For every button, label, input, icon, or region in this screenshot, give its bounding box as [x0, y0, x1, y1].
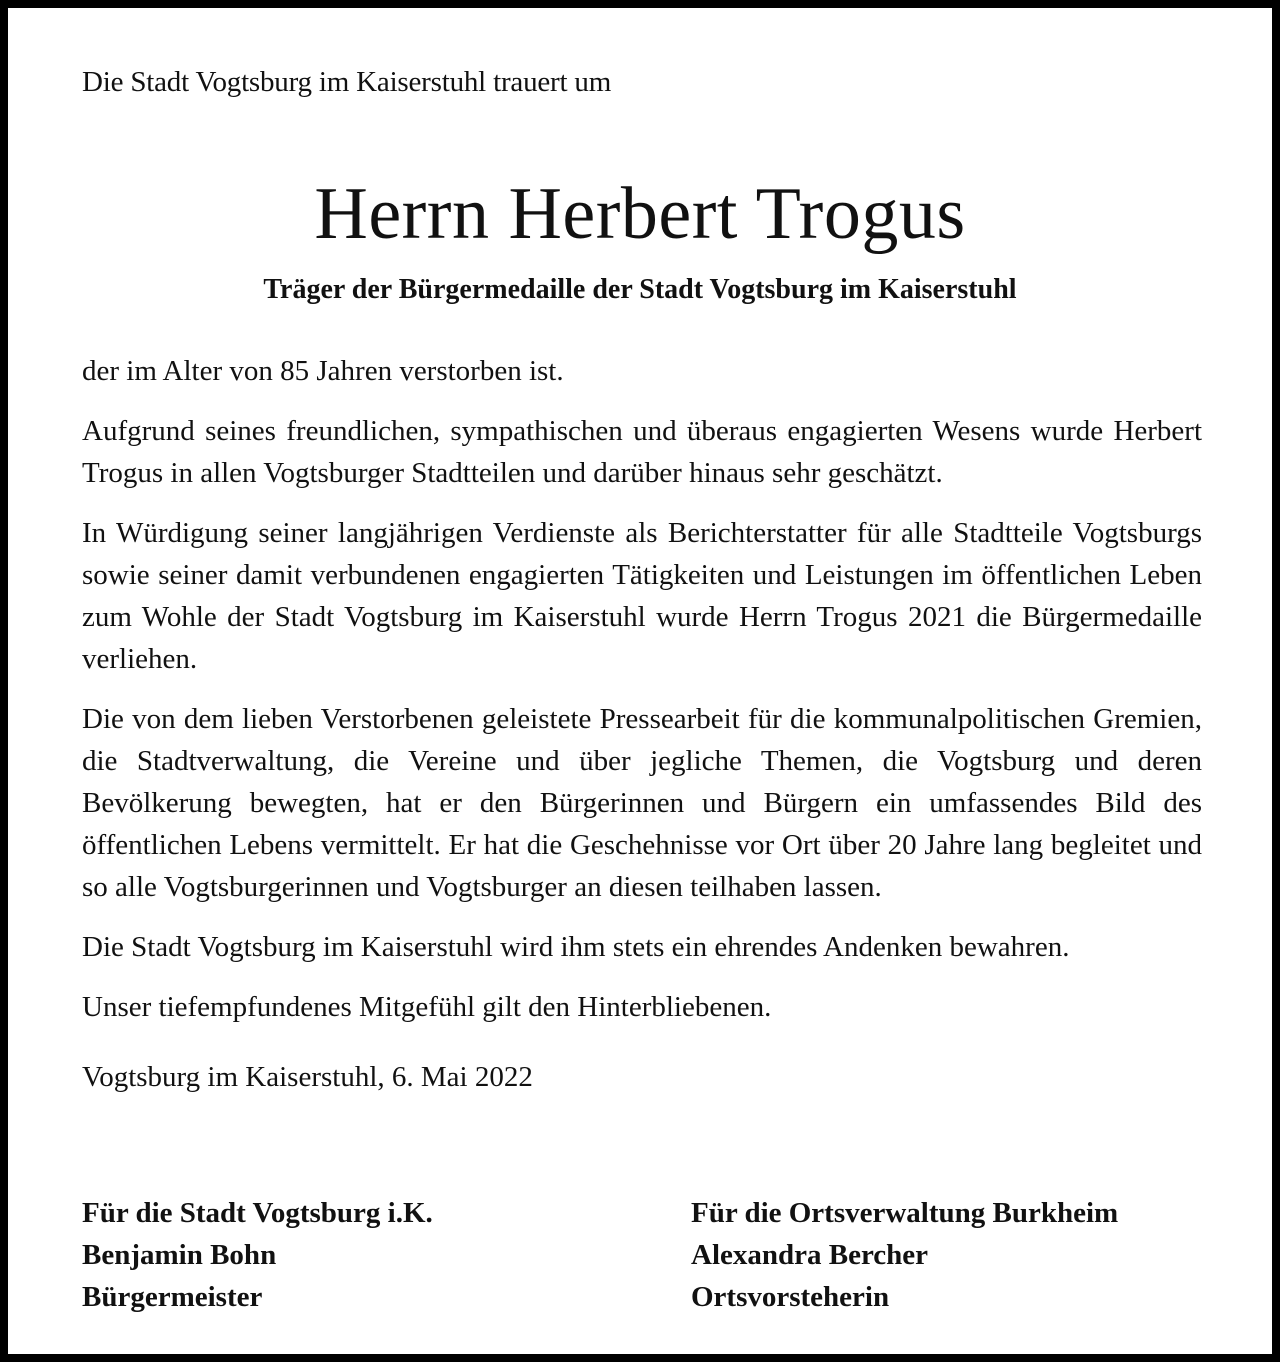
signature-org: Für die Stadt Vogtsburg i.K.: [82, 1197, 433, 1229]
signature-org: Für die Ortsverwaltung Burkheim: [691, 1197, 1119, 1229]
paragraph-merits: In Würdigung seiner langjährigen Verdienste als Berichterstatter für alle Stadtteile Vogtsburgs sowie seiner damit verbundenen engagierten Tätigkeiten und Leistungen im öffentlichen Leben zum Wohle der Stadt Vogtsburg im Kaiserstuhl wurde Herrn Trogus 2021 die Bürgermedaille verliehen.: [82, 517, 1202, 675]
signature-role: Ortsvorsteherin: [691, 1281, 890, 1313]
deceased-name: Herrn Herbert Trogus: [314, 173, 966, 255]
signature-block-local-administration: [691, 1192, 1118, 1318]
signature-role: Bürgermeister: [82, 1281, 263, 1313]
place-date: Vogtsburg im Kaiserstuhl, 6. Mai 2022: [82, 1061, 533, 1093]
paragraph-remembrance: Die Stadt Vogtsburg im Kaiserstuhl wird ihm stets ein ehrendes Andenken bewahren.: [82, 931, 1070, 963]
signature-block-city: [82, 1192, 433, 1318]
paragraph-age: der im Alter von 85 Jahren verstorben ist.: [82, 355, 564, 387]
notice-body: [82, 350, 1202, 1098]
honor-subtitle: Träger der Bürgermedaille der Stadt Vogtsburg im Kaiserstuhl: [263, 274, 1017, 305]
paragraph-character: Aufgrund seines freundlichen, sympathischen und überaus engagierten Wesens wurde Herbert Trogus in allen Vogtsburger Stadtteilen und darüber hinaus sehr geschätzt.: [82, 415, 1202, 489]
signature-name: Benjamin Bohn: [82, 1239, 277, 1271]
paragraph-condolences: Unser tiefempfundenes Mitgefühl gilt den Hinterbliebenen.: [82, 991, 772, 1023]
intro-line: Die Stadt Vogtsburg im Kaiserstuhl trauert um: [82, 66, 612, 98]
paragraph-press-work: Die von dem lieben Verstorbenen geleistete Pressearbeit für die kommunalpolitischen Gremien, die Stadtverwaltung, die Vereine und über jegliche Themen, die Vogtsburg und deren Bevölkerung bewegten, hat er den Bürgerinnen und Bürgern ein umfassendes Bild des öffentlichen Lebens vermittelt. Er hat die Geschehnisse vor Ort über 20 Jahre lang begleitet und so alle Vogtsburgerinnen und Vogtsburger an diesen teilhaben lassen.: [82, 703, 1202, 903]
signature-name: Alexandra Bercher: [691, 1239, 929, 1271]
